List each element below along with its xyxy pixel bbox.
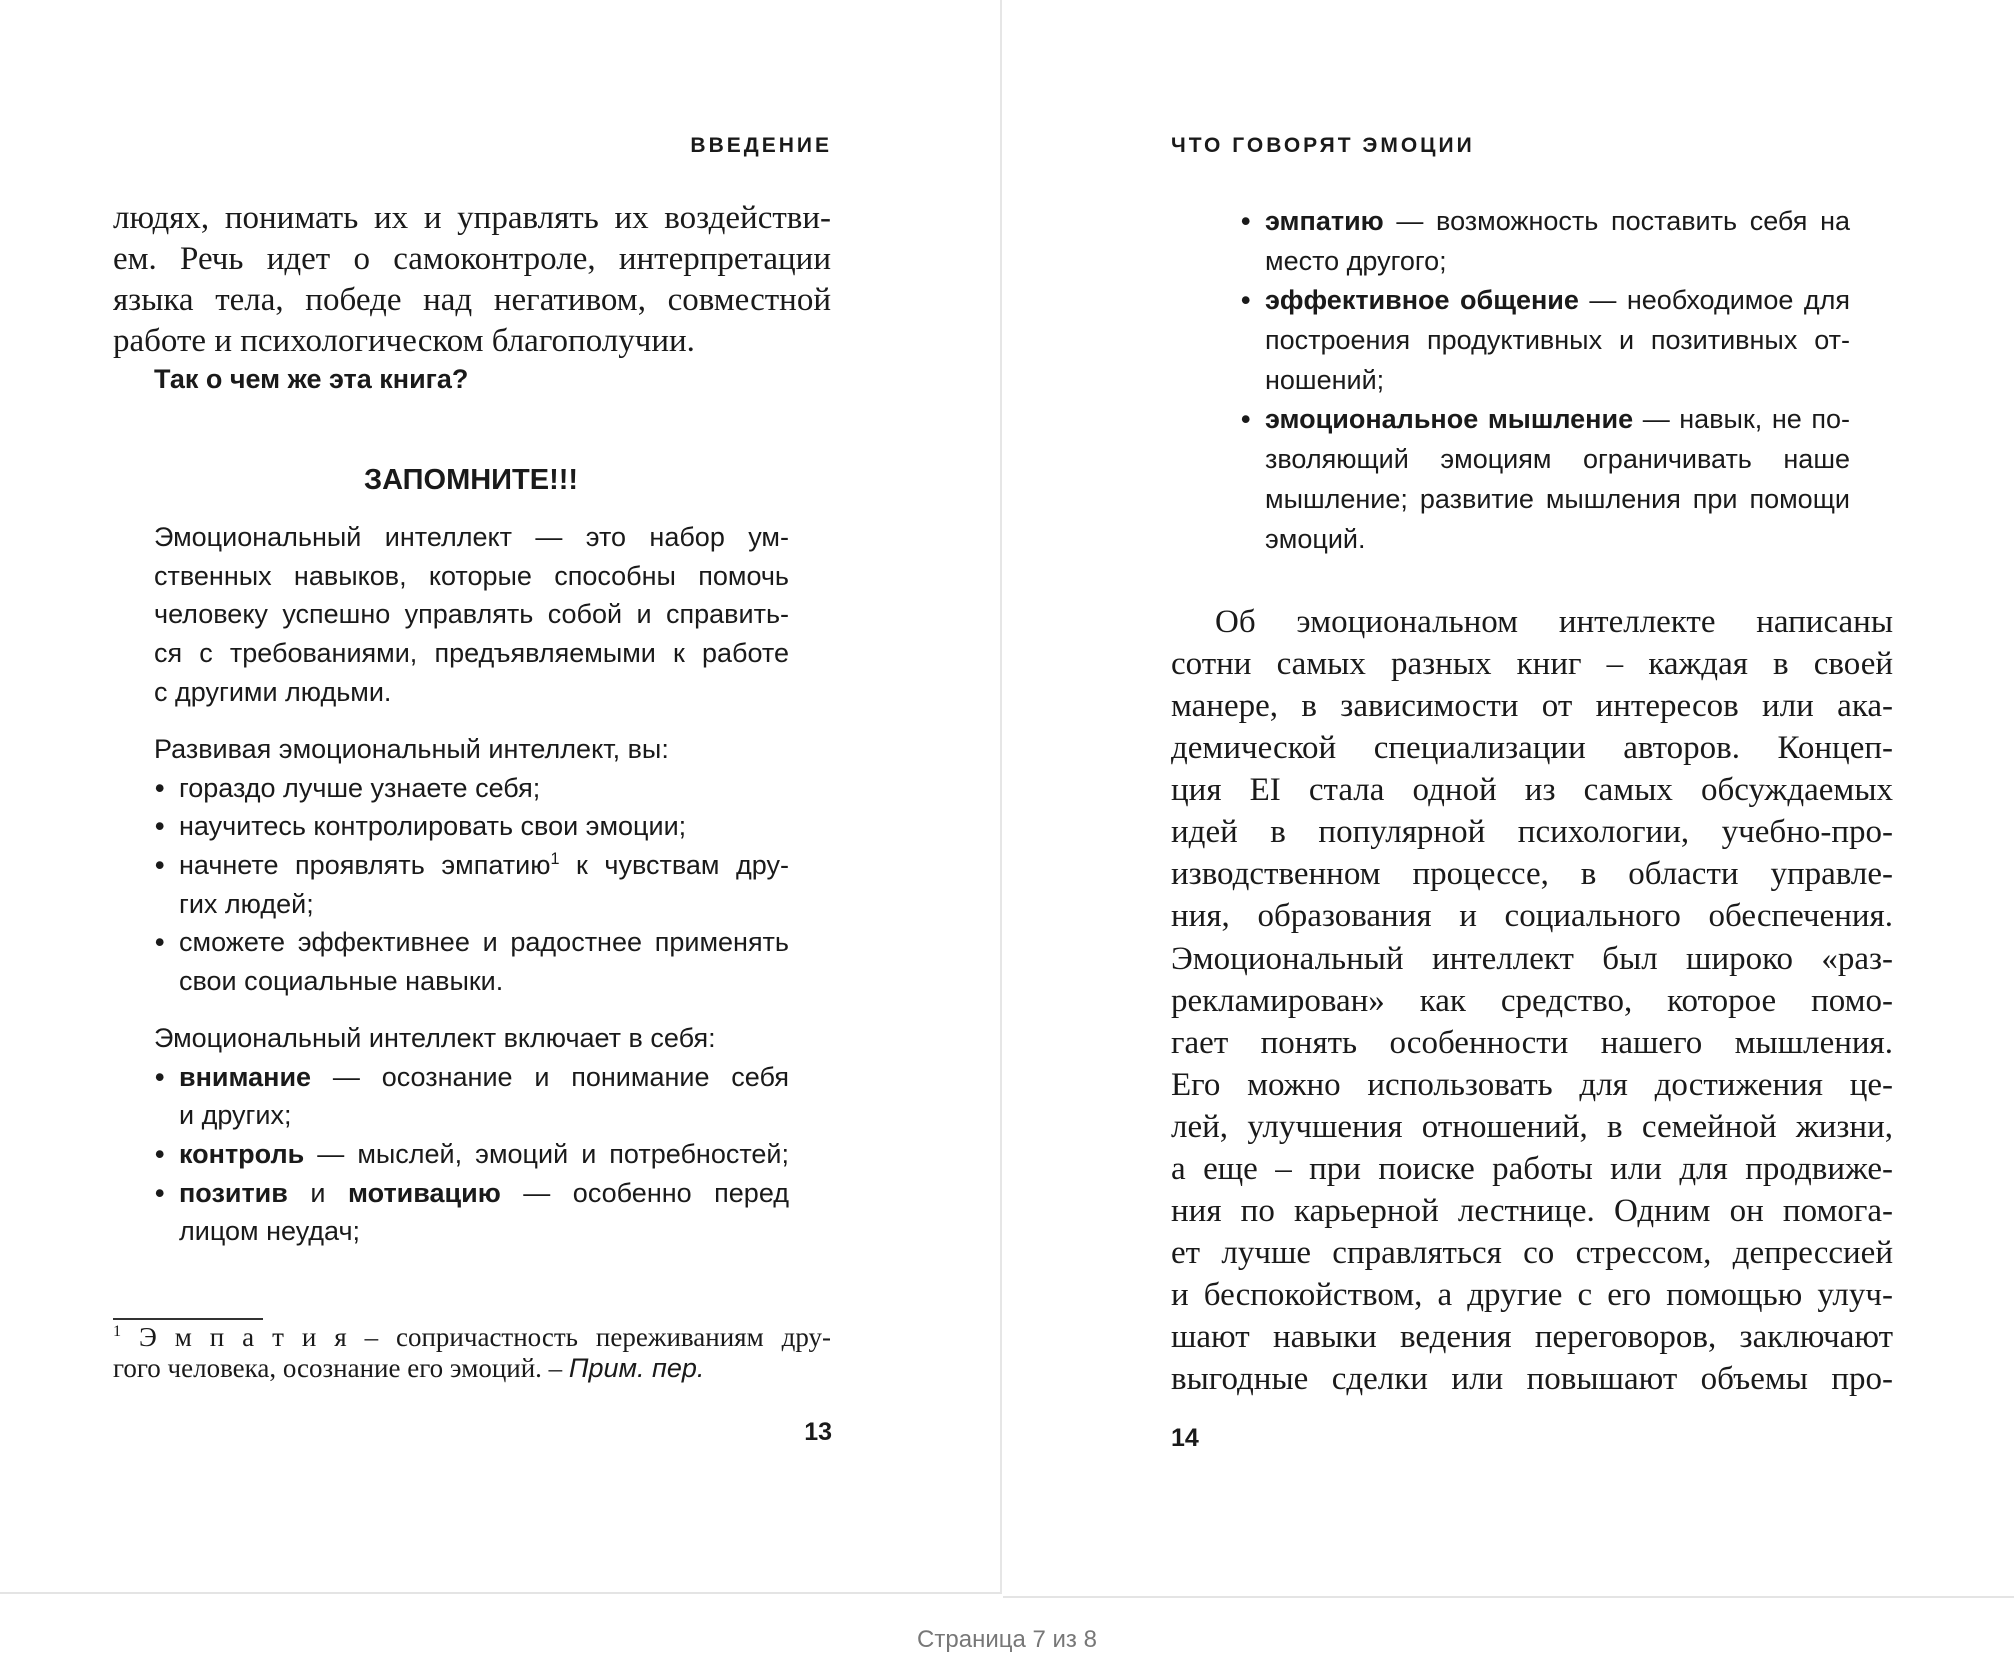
text-line (1171, 811, 1893, 853)
text-segment: сможете эффективнее и радостнее применять (179, 927, 789, 958)
text-line (1265, 520, 1850, 560)
footnote-marker: 1 (113, 1322, 122, 1340)
text-segment: гого человека, осознание его эмоций. – (113, 1353, 569, 1383)
bullet-item (155, 923, 789, 962)
text-line (1265, 242, 1850, 282)
text-segment: и беспокойством, а другие с его помощью улуч- (1171, 1277, 1893, 1313)
text-segment: Об эмоциональном интеллекте написаны (1215, 604, 1893, 640)
text-segment: выгодные сделки или повышают объемы про- (1171, 1361, 1893, 1398)
text-segment: мышление; развитие мышления при помощи (1265, 483, 1850, 514)
text-segment: людях, понимать их и управлять их воздействи- (113, 200, 831, 236)
bullet-icon: • (155, 1177, 165, 1208)
body-text (1171, 601, 1893, 1400)
bold-term: эмпатию (1265, 206, 1384, 236)
text-segment: ет лучше справляться со стрессом, депрессией (1171, 1234, 1893, 1271)
bold-term: контроль (179, 1139, 305, 1170)
text-segment: Эмоциональный интеллект был широко «раз- (1171, 940, 1893, 977)
box-title: ЗАПОМНИТЕ!!! (363, 464, 579, 496)
bold-term: эмоциональное мышление (1265, 404, 1634, 435)
right-page (1003, 4, 2014, 1598)
text-line (1171, 1148, 1893, 1190)
text-segment: место другого; (1265, 245, 1447, 276)
text-line (154, 673, 789, 712)
text-segment: к чувствам дру- (559, 850, 789, 881)
text-segment: — навык, не по- (1633, 404, 1850, 435)
text-segment: начнете проявлять эмпатию (179, 850, 551, 881)
text-segment: человеку успешно управлять собой и справить- (154, 599, 789, 630)
bullet-icon: • (1241, 206, 1251, 236)
text-segment: работе и психологическом благополучии. (113, 323, 695, 359)
text-line (154, 1019, 789, 1058)
text-segment: научитесь контролировать свои эмоции; (179, 811, 687, 842)
text-segment: — особенно перед (500, 1177, 789, 1208)
bold-term: мотивацию (348, 1177, 501, 1208)
text-line (1171, 853, 1893, 895)
text-segment: сотни самых разных книг – каждая в своей (1171, 646, 1893, 683)
text-segment: Э м п а т и я – сопричастность переживаниям дру- (121, 1322, 831, 1352)
text-line (1171, 938, 1893, 980)
text-segment: гораздо лучше узнаете себя; (179, 772, 541, 803)
text-line (113, 1353, 831, 1384)
text-line (154, 730, 789, 769)
text-line (1265, 321, 1850, 361)
text-line (1171, 895, 1893, 937)
bullet-icon: • (155, 927, 165, 958)
bullet-icon: • (155, 772, 165, 803)
text-segment: ция EI стала одной из самых обсуждаемых (1171, 772, 1893, 809)
bold-term: позитив (179, 1177, 288, 1208)
footnote-rule (113, 1318, 263, 1320)
text-segment: ственных навыков, которые способны помочь (154, 560, 789, 591)
text-line (1171, 980, 1893, 1022)
box-list-components (154, 1019, 789, 1251)
page-number: 13 (804, 1418, 832, 1446)
text-line (1171, 1316, 1893, 1358)
running-header: ВВЕДЕНИЕ (690, 134, 832, 157)
footnote-marker: 1 (550, 850, 560, 869)
text-segment: ем. Речь идет о самоконтроле, интерпретации (113, 241, 831, 277)
text-segment: свои социальные навыки. (179, 966, 504, 997)
text-segment: и (287, 1177, 348, 1208)
text-segment: гает понять особенности нашего мышления. (1171, 1024, 1893, 1061)
text-segment: а еще – при поиске работы или для продвиже- (1171, 1150, 1893, 1187)
text-segment: и других; (179, 1100, 292, 1131)
text-segment: построения продуктивных и позитивных от- (1265, 325, 1850, 356)
bold-term: эффективное общение (1265, 285, 1579, 316)
text-segment: Эмоциональный интеллект — это набор ум- (154, 522, 789, 552)
bullet-item (155, 1174, 789, 1213)
text-segment: Развивая эмоциональный интеллект, вы: (154, 734, 669, 764)
text-segment: изводственном процессе, в области управле- (1171, 856, 1893, 893)
text-segment: идей в популярной психологии, учебно-про- (1171, 814, 1893, 851)
text-segment: — необходимое для (1578, 285, 1850, 316)
page-indicator: Страница 7 из 8 (917, 1626, 1097, 1653)
running-header: ЧТО ГОВОРЯТ ЭМОЦИИ (1171, 134, 1475, 157)
text-line (1171, 1232, 1893, 1274)
bullet-item (1241, 281, 1850, 321)
bullet-item (1241, 202, 1850, 242)
bullet-icon: • (155, 811, 165, 842)
text-segment: лицом неудач; (179, 1216, 361, 1247)
bullet-item (1241, 400, 1850, 440)
text-line (154, 595, 789, 634)
body-text (113, 198, 831, 362)
bullet-item (155, 1058, 789, 1097)
text-segment: ния, образования и социального обеспечения. (1171, 898, 1893, 935)
text-segment: рекламирован» как средство, которое помо- (1171, 982, 1893, 1019)
text-line (113, 1322, 831, 1353)
page-number: 14 (1171, 1424, 1199, 1452)
text-line (1171, 643, 1893, 685)
bullet-icon: • (155, 1061, 165, 1092)
text-segment: ния по карьерной лестнице. Одним он помога- (1171, 1192, 1893, 1229)
text-segment: шают навыки ведения переговоров, заключают (1171, 1319, 1893, 1356)
text-line (113, 239, 831, 280)
text-segment: гих людей; (179, 888, 314, 919)
text-segment: лей, улучшения отношений, в семейной жизни, (1171, 1108, 1893, 1145)
text-line (1171, 1106, 1893, 1148)
text-line (179, 1096, 789, 1135)
text-line (113, 321, 831, 362)
text-line (154, 518, 789, 557)
text-segment: эмоций. (1265, 523, 1366, 554)
text-segment: — осознание и понимание себя (311, 1061, 789, 1092)
text-segment: — мыслей, эмоций и потребностей; (304, 1139, 789, 1170)
bullet-item (155, 807, 789, 846)
text-line (1171, 727, 1893, 769)
text-segment: с другими людьми. (154, 676, 392, 707)
text-line (1171, 1064, 1893, 1106)
bullet-icon: • (155, 850, 165, 881)
text-line (1171, 769, 1893, 811)
text-line (154, 557, 789, 596)
text-segment: зволяющий эмоциям ограничивать наше (1265, 444, 1850, 475)
text-line (1265, 480, 1850, 520)
text-line (1171, 601, 1893, 643)
bullet-icon: • (1241, 404, 1251, 435)
bullet-icon: • (155, 1139, 165, 1170)
bullet-item (155, 769, 789, 808)
text-line (1171, 1274, 1893, 1316)
bullet-item (155, 846, 789, 885)
text-line (179, 885, 789, 924)
text-line (154, 634, 789, 673)
text-segment: Его можно использовать для достижения це- (1171, 1066, 1893, 1103)
section-question: Так о чем же эта книга? (154, 364, 469, 394)
text-line (1265, 361, 1850, 401)
bullet-item (155, 1135, 789, 1174)
text-line (1171, 685, 1893, 727)
text-segment: Прим. пер. (568, 1353, 705, 1383)
bullet-icon: • (1241, 285, 1251, 316)
bold-term: внимание (179, 1061, 312, 1092)
left-page (0, 0, 1002, 1594)
footnote (113, 1322, 831, 1384)
text-segment: Эмоциональный интеллект включает в себя: (154, 1023, 716, 1053)
box-list-benefits (154, 730, 789, 1001)
box-definition (154, 518, 789, 711)
text-segment: ся с требованиями, предъявляемыми к работе (154, 638, 789, 669)
text-segment: — возможность поставить себя на (1383, 206, 1850, 236)
text-line (113, 198, 831, 239)
text-line (1171, 1190, 1893, 1232)
text-line (1265, 440, 1850, 480)
text-line (113, 280, 831, 321)
text-line (179, 962, 789, 1001)
text-segment: ношений; (1265, 364, 1385, 395)
text-line (1171, 1358, 1893, 1400)
text-segment: языка тела, победе над негативом, совместной (113, 282, 831, 318)
summary-list (1240, 202, 1850, 559)
text-segment: манере, в зависимости от интересов или ака- (1171, 688, 1893, 725)
text-segment: демической специализации авторов. Концеп- (1171, 730, 1893, 767)
text-line (179, 1212, 789, 1251)
text-line (1171, 1022, 1893, 1064)
